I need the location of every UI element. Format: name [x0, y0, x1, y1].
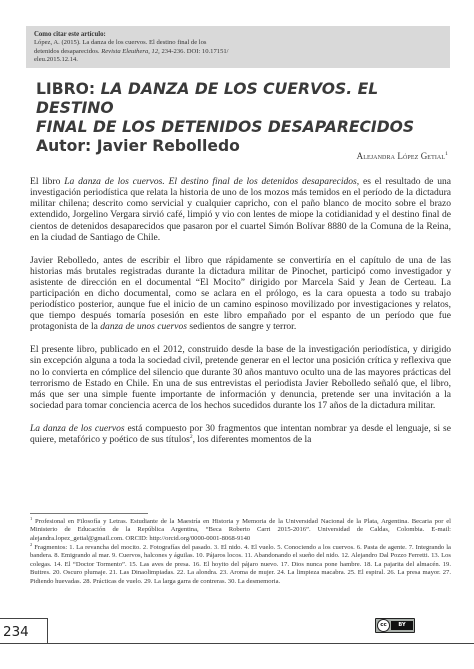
footnote-2: [30, 541, 451, 586]
citation-heading: Como citar este artículo:: [34, 31, 106, 38]
paragraph-1: [30, 176, 451, 243]
p4-mid: está compuesto por 30 fragmentos que intentan nombrar ya desde el lenguaje, si se quiere, metafórico y poético de sus títulos: [30, 422, 451, 445]
citation-line-3: eleu.2015.12.14.: [34, 56, 78, 64]
p1-book-title: La danza de los cuervos. El destino final de los detenidos desaparecidos: [64, 176, 357, 187]
footnote-1: [30, 515, 451, 543]
citation-journal: Revista Eleuthera, 12,: [101, 47, 160, 55]
citation-box: [26, 26, 450, 68]
citation-line-2-pre: detenidos desaparecidos.: [34, 47, 102, 55]
page-number: 234: [3, 624, 29, 640]
paragraph-2: [30, 255, 451, 333]
byline-name: Alejandra López Getial: [356, 151, 446, 161]
p2-pre: Javier Rebolledo, antes de escribir el libro que rápidamente se convertiría en el capítulo de una de las historias más brutales registradas durante la dictadura militar de Pinochet, participó como investigador y asistente de dirección en el documental “El Mocito” dirigido por Marcela Said y Jean de Certeau. La participación en dicho documental, como se aclara en el prólogo, es la cara opuesta a todo su trabajo periodístico posterior, aunque fue el inicio de un camino espinoso movilizado por investigaciones y relatos, que tiempo después tomaría posesión en este libro empañado por el espanto de un período que fue protagonista de la: [30, 254, 451, 333]
author-byline: [357, 151, 448, 161]
citation-line-2-post: 234-236. DOI: 10.17151/: [159, 47, 229, 55]
title-author: Autor: Javier Rebolledo: [36, 137, 240, 155]
p2-post: sedientos de sangre y terror.: [186, 321, 297, 333]
citation-line-2: [34, 48, 450, 56]
footnote-separator: [30, 513, 148, 514]
title-line-1: [36, 80, 456, 118]
article-body: [30, 176, 451, 457]
p1-pre: El libro: [30, 176, 65, 187]
p2-italic-phrase: danza de unos cuervos: [100, 321, 187, 333]
p4-footnote-ref: 2: [189, 433, 193, 440]
byline-footnote-ref: 1: [445, 151, 448, 157]
footnote-1-ref: 1: [30, 515, 33, 521]
p4-book-title: La danza de los cuervos: [30, 422, 125, 434]
paragraph-3: El presente libro, publicado en el 2012, construido desde la base de la investigación periodística, y dirigido sin excepción alguna a toda la sociedad civil, pretende generar en el lector una posición crítica y reflexiva que no lo convierta en cómplice del silencio que durante 30 años mantuvo oculto una de las mayores prácticas del terrorismo de Estado en Chile. En una de sus entrevistas el periodista Javier Rebolledo señaló que, el libro, más que ser una simple fuente importante de información y denuncia, pretende ser una invitación a la sociedad para tomar conciencia acerca de los hechos sucedidos durante los 17 años de la dictadura militar.: [30, 344, 451, 411]
bottom-rule: [0, 643, 474, 644]
footnote-1-text: Profesional en Filosofía y Letras. Estudiante de la Maestría en Historia y Memoria de la Universidad Nacional de la Plata, Argentina. Becaria por el Ministerio de Educación de la República Argentina, “Beca Roberto Carri 2015-2016”. Universidad de Caldas, Colombia. E-mail: alejandra.lopez_getial@gmail.com. ORCID: http://orcid.org/0000-0001-8068-9140: [30, 518, 451, 542]
p1-post: , es el resultado de una investigación periodística que relata la historia de uno de los mozos más temidos en el período de la dictadura militar chilena; descrito como servicial y cualquier capricho, con el paño blanco de mocito sobre el brazo extendido, Jorgelino Vergara sirvió café, limpió y vio con lentes de miope la cotidianidad y el destino final de cientos de detenidos desaparecidos que pasaron por el cuartel Simón Bolívar 8880 de la Comuna de la Reina, en la ciudad de Santiago de Chile.: [30, 176, 451, 243]
citation-line-1: López, A. (2015). La danza de los cuervos. El destino final de los: [34, 39, 207, 47]
paragraph-4: [30, 423, 451, 445]
p4-post: , los diferentes momentos de la: [192, 433, 312, 445]
title-book-line-2: FINAL DE LOS DETENIDOS DESAPARECIDOS: [36, 118, 415, 136]
footnote-2-text: Fragmentos: 1. La revancha del mocito. 2. Fotografías del pasado. 3. El nido. 4. El vuelo. 5. Conociendo a los cuervos. 6. Pasta de agente. 7. Integrando la bandera. 8. Emigrando al mar. 9. Cuervos, halcones y águilas. 10. Pájaros locos. 11. Abandonando el sueño del nido. 12. Alejandro Dal Pozzo Ferretti. 13. Los colegas. 14. El “Doctor Tormento”. 15. Las aves de presa. 16. El hoyito del pájaro nuevo. 17. Dios nunca pone hambre. 18. La pajarita del almacén. 19. Buitres. 20. Oscuro plumaje. 21. Las Dinaolimpiadas. 22. La alondra. 23. Aroma de mujer. 24. La limpieza macabra. 25. El espiral. 26. La presa mayor. 27. Pidiendo huevadas. 28. Prácticas de vuelo. 29. La larga garra de contreras. 30. La desmemoria.: [30, 543, 451, 585]
footnotes: [30, 515, 451, 587]
article-title: [36, 80, 456, 156]
title-book-line-1: LA DANZA DE LOS CUERVOS. EL DESTINO: [36, 80, 379, 117]
title-prefix: LIBRO:: [36, 80, 101, 98]
attribution-icon: BY: [391, 621, 413, 630]
footnote-2-ref: 2: [30, 541, 33, 547]
cc-by-license-badge[interactable]: [375, 618, 415, 633]
creative-commons-icon: cc: [377, 619, 390, 632]
